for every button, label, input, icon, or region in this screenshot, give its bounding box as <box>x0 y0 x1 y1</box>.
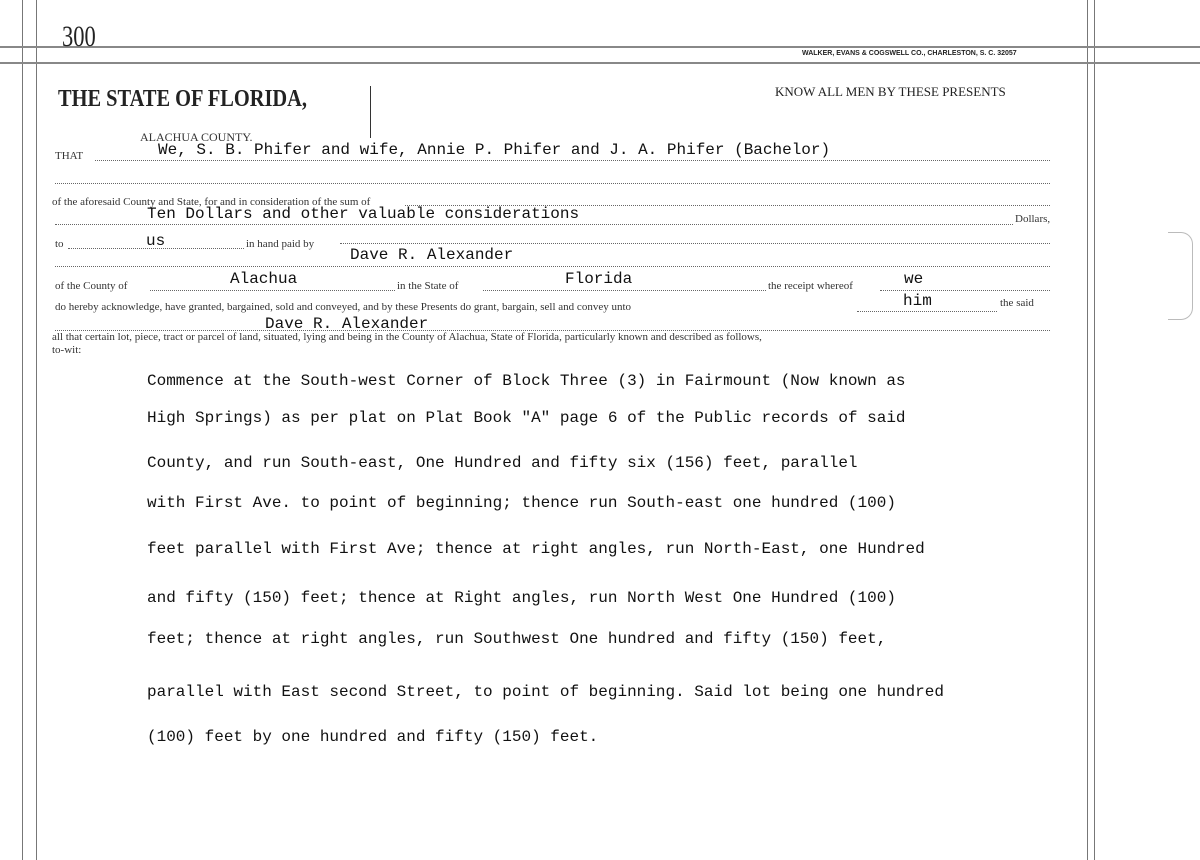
state-value: Florida <box>565 270 633 288</box>
description-line: and fifty (150) feet; thence at Right angles, run North West One Hundred (100) <box>147 589 896 607</box>
to-wit-label: to-wit: <box>52 344 82 356</box>
receipt-value: we <box>904 270 924 288</box>
know-all-men: KNOW ALL MEN BY THESE PRESENTS <box>775 84 1006 99</box>
printer-imprint: WALKER, EVANS & COGSWELL CO., CHARLESTON, S. C. 32057 <box>802 50 1017 57</box>
receipt-label: the receipt whereof <box>768 280 853 292</box>
acknowledge-text: do hereby acknowledge, have granted, bargained, sold and conveyed, and by these Presents do grant, bargain, sell and convey unto <box>55 301 632 313</box>
county-label: ALACHUA COUNTY. <box>140 130 253 144</box>
fill-line <box>95 160 1050 161</box>
header-rule <box>0 46 1200 48</box>
brace <box>370 86 371 138</box>
state-title: THE STATE OF FLORIDA, <box>58 86 307 112</box>
border-line <box>1087 0 1088 860</box>
border-line <box>1094 0 1095 860</box>
paid-by-label: in hand paid by <box>246 238 315 250</box>
border-line <box>36 0 37 860</box>
county-value: Alachua <box>230 270 298 288</box>
fill-line <box>55 183 1050 184</box>
to-value: us <box>146 232 166 250</box>
fill-line <box>150 290 395 291</box>
description-line: parallel with East second Street, to point of beginning. Said lot being one hundred <box>147 683 944 701</box>
all-that-text: all that certain lot, piece, tract or parcel of land, situated, lying and being in the County of Alachua, State of Florida, particularly known and described as follows, <box>52 331 762 343</box>
description-line: County, and run South-east, One Hundred and fifty six (156) feet, parallel <box>147 454 858 472</box>
header-rule <box>0 62 1200 64</box>
that-label: THAT <box>55 150 84 162</box>
state-of-label: in the State of <box>397 280 459 292</box>
fill-line <box>880 290 1050 291</box>
dollars-label: Dollars, <box>1015 213 1051 225</box>
fill-line <box>340 243 1050 244</box>
fill-line <box>857 311 997 312</box>
payer: Dave R. Alexander <box>350 246 514 264</box>
description-line: feet parallel with First Ave; thence at right angles, run North-East, one Hundred <box>147 540 925 558</box>
to-label: to <box>55 238 64 250</box>
fill-line <box>55 266 1050 267</box>
grantors: We, S. B. Phifer and wife, Annie P. Phifer and J. A. Phifer (Bachelor) <box>158 141 831 159</box>
description-line: with First Ave. to point of beginning; thence run South-east one hundred (100) <box>147 494 896 512</box>
binding-hole-mark <box>1168 232 1193 320</box>
unto-value: him <box>903 292 932 310</box>
page-number: 300 <box>62 20 96 53</box>
border-line <box>22 0 23 860</box>
county-of-label: of the County of <box>55 280 128 292</box>
grantee: Dave R. Alexander <box>265 315 429 333</box>
description-line: feet; thence at right angles, run Southwest One hundred and fifty (150) feet, <box>147 630 887 648</box>
fill-line <box>483 290 766 291</box>
the-said-label: the said <box>1000 297 1034 309</box>
fill-line <box>55 224 1013 225</box>
description-line: (100) feet by one hundred and fifty (150) feet. <box>147 728 599 746</box>
aforesaid-text: of the aforesaid County and State, for and in consideration of the sum of <box>52 196 371 208</box>
description-line: Commence at the South-west Corner of Block Three (3) in Fairmount (Now known as <box>147 372 906 390</box>
description-line: High Springs) as per plat on Plat Book "A" page 6 of the Public records of said <box>147 409 906 427</box>
sum-value: Ten Dollars and other valuable considerations <box>147 205 580 223</box>
